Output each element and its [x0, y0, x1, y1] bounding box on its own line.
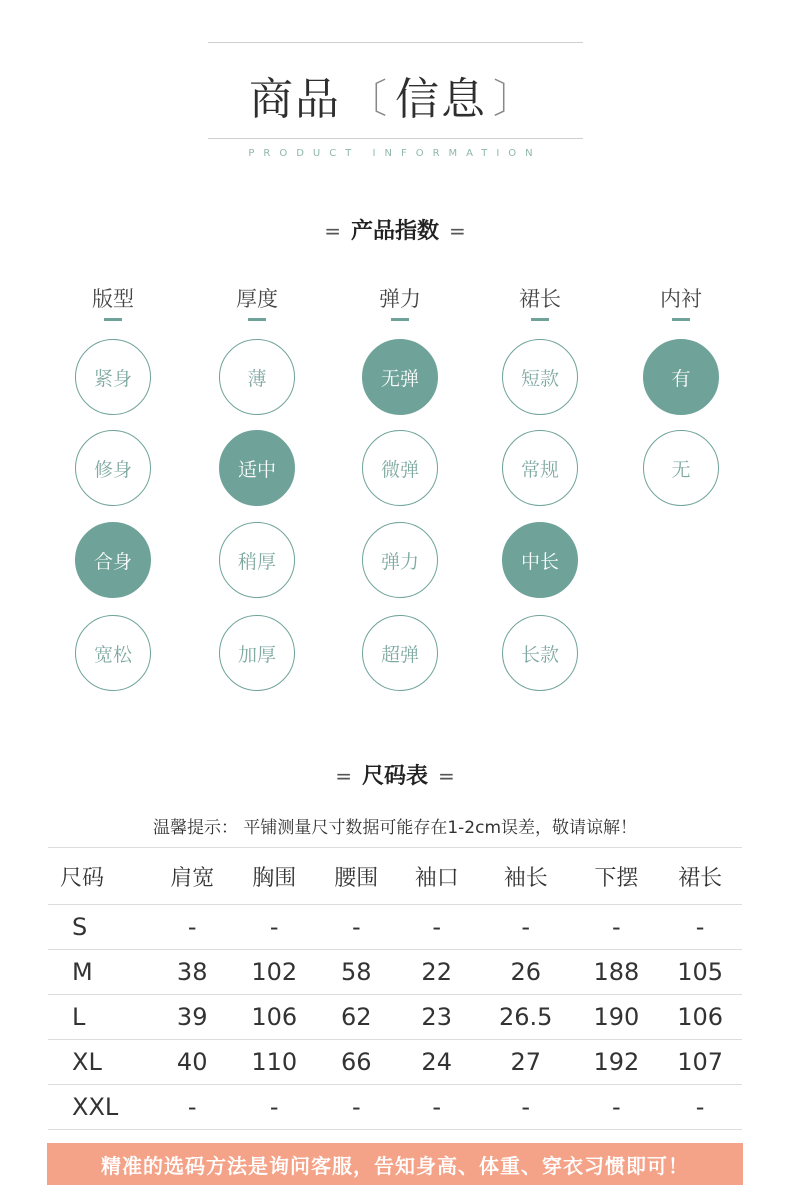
column-underline: [104, 318, 122, 321]
index-section-title: [0, 214, 790, 245]
index-option: 短款: [502, 339, 578, 415]
size-label: XXL: [48, 1085, 152, 1130]
measurement-cell: 26: [477, 950, 575, 995]
measurement-cell: -: [477, 905, 575, 950]
index-option: 加厚: [219, 615, 295, 691]
size-label: M: [48, 950, 152, 995]
column-header: 袖长: [477, 848, 575, 905]
index-option-selected: 有: [643, 339, 719, 415]
size-label: XL: [48, 1040, 152, 1085]
size-label: L: [48, 995, 152, 1040]
title-left: 商品: [249, 74, 341, 125]
column-underline: [391, 318, 409, 321]
index-column-title: 内衬: [660, 287, 702, 311]
measurement-cell: -: [477, 1085, 575, 1130]
index-option-selected: 无弹: [362, 339, 438, 415]
measurement-cell: -: [575, 1085, 659, 1130]
table-row: [48, 950, 742, 995]
size-table: [48, 847, 742, 1130]
measurement-cell: 23: [397, 995, 477, 1040]
measurement-cell: 24: [397, 1040, 477, 1085]
index-option-selected: 合身: [75, 522, 151, 598]
table-header-row: [48, 848, 742, 905]
footer-banner: 精准的选码方法是询问客服，告知身高、体重、穿衣习惯即可！: [47, 1143, 743, 1185]
index-option: 常规: [502, 430, 578, 506]
index-option: 宽松: [75, 615, 151, 691]
size-section-title: [0, 759, 790, 790]
index-option: 无: [643, 430, 719, 506]
bracket-close: 〕: [493, 75, 535, 122]
index-option: 修身: [75, 430, 151, 506]
measurement-cell: 110: [232, 1040, 316, 1085]
header-bottom-rule: [208, 138, 583, 139]
index-option: 稍厚: [219, 522, 295, 598]
measurement-cell: -: [397, 905, 477, 950]
index-option-selected: 适中: [219, 430, 295, 506]
measurement-cell: 105: [658, 950, 742, 995]
size-section-label: 尺码表: [361, 764, 428, 789]
table-row: [48, 1040, 742, 1085]
measurement-cell: 102: [232, 950, 316, 995]
index-option: 长款: [502, 615, 578, 691]
measurement-cell: 106: [232, 995, 316, 1040]
measurement-cell: 62: [316, 995, 396, 1040]
index-option: 紧身: [75, 339, 151, 415]
measurement-cell: 58: [316, 950, 396, 995]
index-column-title: 厚度: [236, 287, 278, 311]
index-column-title: 版型: [92, 287, 134, 311]
index-column-title: 裙长: [519, 287, 561, 311]
eq-left: =: [335, 764, 352, 788]
table-row: [48, 995, 742, 1040]
column-header: 肩宽: [152, 848, 232, 905]
column-underline: [248, 318, 266, 321]
measurement-cell: 188: [575, 950, 659, 995]
page-title: [0, 60, 790, 130]
title-right: 信息: [395, 74, 487, 125]
index-option: 薄: [219, 339, 295, 415]
eq-right: =: [449, 219, 466, 243]
measurement-cell: -: [152, 905, 232, 950]
measurement-cell: 66: [316, 1040, 396, 1085]
bracket-open: 〔: [347, 75, 389, 122]
index-option: 超弹: [362, 615, 438, 691]
index-option: 弹力: [362, 522, 438, 598]
measurement-cell: -: [152, 1085, 232, 1130]
measurement-cell: 190: [575, 995, 659, 1040]
column-underline: [531, 318, 549, 321]
measurement-cell: -: [397, 1085, 477, 1130]
measurement-cell: 26.5: [477, 995, 575, 1040]
measurement-cell: 192: [575, 1040, 659, 1085]
measurement-cell: 39: [152, 995, 232, 1040]
measurement-cell: -: [316, 905, 396, 950]
table-row: [48, 905, 742, 950]
measurement-cell: -: [232, 1085, 316, 1130]
measurement-cell: -: [316, 1085, 396, 1130]
measurement-cell: 27: [477, 1040, 575, 1085]
measurement-cell: 38: [152, 950, 232, 995]
column-header: 尺码: [48, 848, 152, 905]
index-section-label: 产品指数: [350, 219, 439, 244]
column-header: 胸围: [232, 848, 316, 905]
measurement-cell: 22: [397, 950, 477, 995]
measurement-cell: -: [658, 905, 742, 950]
index-option-selected: 中长: [502, 522, 578, 598]
measurement-tip: 温馨提示： 平铺测量尺寸数据可能存在1-2cm误差，敬请谅解！: [152, 818, 638, 838]
index-option: 微弹: [362, 430, 438, 506]
index-column-title: 弹力: [379, 287, 421, 311]
eq-right: =: [438, 764, 455, 788]
eq-left: =: [324, 219, 341, 243]
column-header: 裙长: [658, 848, 742, 905]
header-top-rule: [208, 42, 583, 43]
column-header: 腰围: [316, 848, 396, 905]
measurement-cell: -: [575, 905, 659, 950]
measurement-cell: 106: [658, 995, 742, 1040]
column-header: 袖口: [397, 848, 477, 905]
measurement-cell: 107: [658, 1040, 742, 1085]
column-underline: [672, 318, 690, 321]
page-subtitle: PRODUCT INFORMATION: [248, 148, 542, 159]
table-row: [48, 1085, 742, 1130]
measurement-cell: 40: [152, 1040, 232, 1085]
size-label: S: [48, 905, 152, 950]
column-header: 下摆: [575, 848, 659, 905]
measurement-cell: -: [232, 905, 316, 950]
measurement-cell: -: [658, 1085, 742, 1130]
